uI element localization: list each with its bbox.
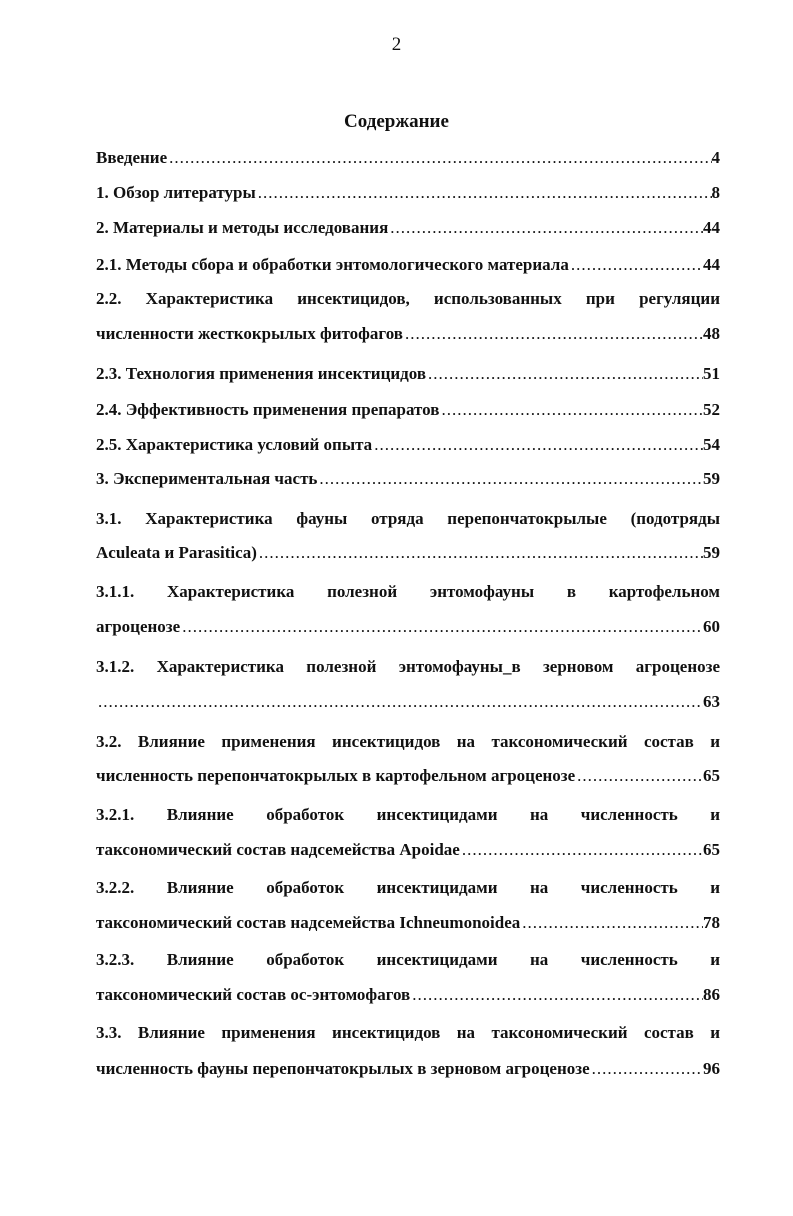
toc-entry <box>96 181 720 205</box>
toc-entry <box>96 838 720 862</box>
toc-entry <box>96 1057 720 1081</box>
dot-leader <box>460 838 703 862</box>
dot-leader <box>317 467 703 491</box>
toc-entry <box>96 911 720 935</box>
dot-leader <box>410 983 703 1007</box>
toc-title: Содержание <box>344 111 449 132</box>
toc-entry-heading: 3.2.1. Влияние обработок инсектицидами на численность и <box>96 805 720 824</box>
toc-entry-text: агроценозе <box>96 617 181 636</box>
dot-leader <box>569 253 703 277</box>
toc-entry-heading: 2.2. Характеристика инсектицидов, использованных при регуляции <box>96 289 720 308</box>
toc-entry <box>96 690 720 714</box>
toc-entry-text: 3. Экспериментальная часть <box>96 469 318 488</box>
dot-leader <box>575 764 703 788</box>
toc-page-number: 59 <box>703 543 720 562</box>
toc-page-number: 51 <box>703 364 720 383</box>
toc-entry-heading: 3.2. Влияние применения инсектицидов на таксономический состав и <box>96 732 720 751</box>
toc-entry-text: численности жесткокрылых фитофагов <box>96 324 403 343</box>
toc-entry-text: 2. Материалы и методы исследования <box>96 218 389 237</box>
toc-entry-text: 2.3. Технология применения инсектицидов <box>96 364 427 383</box>
toc-entry-heading: 3.1.1. Характеристика полезной энтомофауны в картофельном <box>96 582 720 601</box>
toc-entry-text: 2.1. Методы сбора и обработки энтомологического материала <box>96 255 569 274</box>
dot-leader <box>520 911 703 935</box>
toc-entry-heading: 3.1.2. Характеристика полезной энтомофауны_в зерновом агроценозе <box>96 657 720 676</box>
toc-page-number: 48 <box>703 324 720 343</box>
toc-entry-heading: 3.1. Характеристика фауны отряда перепончатокрылые (подотряды <box>96 509 720 528</box>
toc-entry <box>96 541 720 565</box>
toc-entry <box>96 146 720 170</box>
toc-entry <box>96 253 720 277</box>
page-number: 2 <box>391 34 402 55</box>
toc-entry-text: таксономический состав ос-энтомофагов <box>96 985 411 1004</box>
dot-leader <box>388 216 703 240</box>
toc-entry-text: 2.5. Характеристика условий опыта <box>96 435 373 454</box>
toc-entry <box>96 216 720 240</box>
toc-entry-text: численность фауны перепончатокрылых в зерновом агроценозе <box>96 1059 590 1078</box>
toc-page-number: 4 <box>711 148 720 167</box>
toc-page-number: 54 <box>703 435 720 454</box>
toc-page-number: 65 <box>703 766 720 785</box>
toc-page-number: 60 <box>703 617 720 636</box>
toc-page-number: 44 <box>703 255 720 274</box>
toc-page-number: 65 <box>703 840 720 859</box>
dot-leader <box>180 615 703 639</box>
toc-page-number: 8 <box>711 183 720 202</box>
toc-entry <box>96 615 720 639</box>
dot-leader <box>403 322 703 346</box>
toc-entry-heading: 3.2.3. Влияние обработок инсектицидами на численность и <box>96 950 720 969</box>
dot-leader <box>167 146 711 170</box>
toc-entry <box>96 398 720 422</box>
toc-page-number: 96 <box>703 1059 720 1078</box>
dot-leader <box>426 362 703 386</box>
dot-leader <box>257 541 703 565</box>
dot-leader <box>256 181 712 205</box>
toc-page-number: 78 <box>703 913 720 932</box>
toc-entry-text: Введение <box>96 148 168 167</box>
toc-entry-text: Aculeata и Parasitica) <box>96 543 257 562</box>
toc-entry <box>96 433 720 457</box>
toc-page-number: 44 <box>703 218 720 237</box>
toc-page-number: 59 <box>703 469 720 488</box>
toc-entry-text: таксономический состав надсемейства Apoidae <box>96 840 460 859</box>
toc-entry <box>96 983 720 1007</box>
dot-leader <box>96 690 703 714</box>
dot-leader <box>372 433 703 457</box>
toc-entry-text: 1. Обзор литературы <box>96 183 256 202</box>
toc-entry <box>96 764 720 788</box>
toc-entry-text: численность перепончатокрылых в картофельном агроценозе <box>96 766 576 785</box>
toc-page-number: 86 <box>703 985 720 1004</box>
toc-entry-heading: 3.2.2. Влияние обработок инсектицидами на численность и <box>96 878 720 897</box>
dot-leader <box>590 1057 703 1081</box>
toc-entry-text: таксономический состав надсемейства Ichneumonoidea <box>96 913 521 932</box>
toc-page-number: 52 <box>703 400 720 419</box>
toc-entry <box>96 362 720 386</box>
toc-page-number: 63 <box>703 692 720 711</box>
toc-entry <box>96 322 720 346</box>
toc-entry <box>96 467 720 491</box>
dot-leader <box>439 398 703 422</box>
toc-entry-text: 2.4. Эффективность применения препаратов <box>96 400 440 419</box>
toc-entry-heading: 3.3. Влияние применения инсектицидов на таксономический состав и <box>96 1023 720 1042</box>
